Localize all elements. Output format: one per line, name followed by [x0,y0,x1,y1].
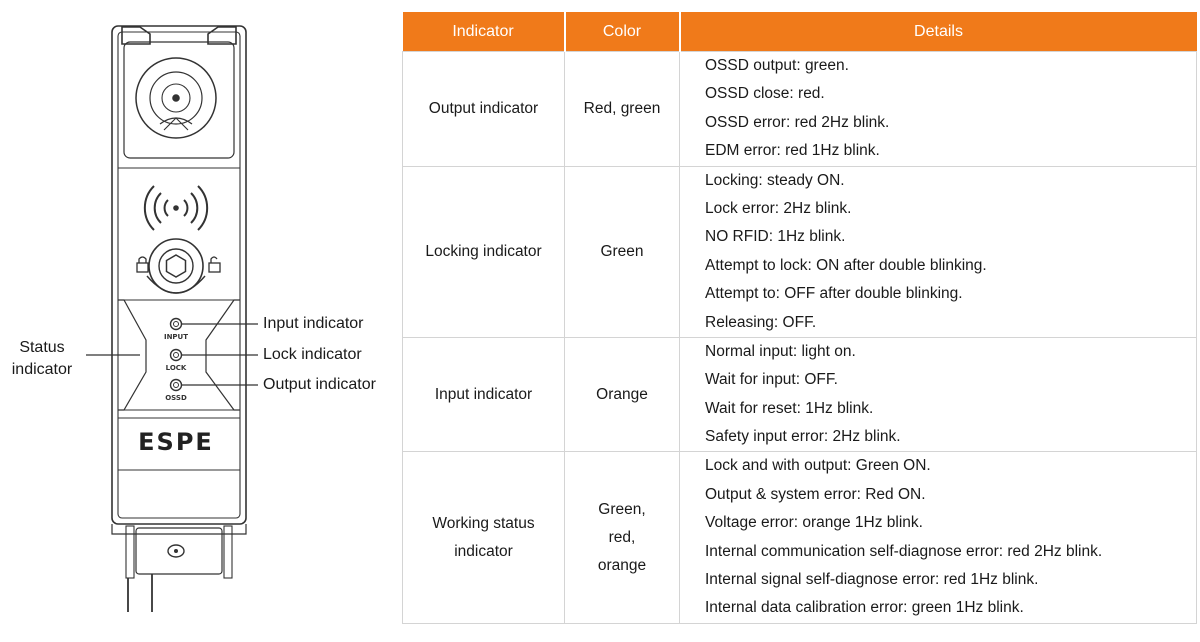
detail-line: Internal data calibration error: green 1Hz blink. [705,599,1024,617]
lock-indicator-callout: Lock indicator [263,346,362,363]
header-details: Details [680,12,1197,52]
detail-line: Releasing: OFF. [705,313,817,331]
indicator-name: Locking indicator [425,242,542,260]
color-cell [565,52,680,167]
indicator-cell [403,452,565,623]
detail-line: Output & system error: Red ON. [705,485,926,503]
color-cell [565,452,680,623]
detail-line: Attempt to lock: ON after double blinking. [705,256,987,274]
indicator-name: Input indicator [434,385,533,403]
detail-line: Attempt to: OFF after double blinking. [705,285,963,303]
detail-line: OSSD error: red 2Hz blink. [705,113,890,131]
indicator-name-line: Working status [432,514,535,532]
detail-line: OSSD output: green. [705,57,849,74]
indicator-color: Green [600,242,644,260]
status-callout-line2: indicator [11,361,73,378]
indicator-color-line: Green, [598,500,646,518]
table-row [403,166,1197,337]
detail-line: NO RFID: 1Hz blink. [705,228,846,246]
indicator-color: Red, green [583,99,661,117]
detail-line: Wait for input: OFF. [705,371,838,389]
detail-line: Normal input: light on. [705,342,856,360]
detail-line: EDM error: red 1Hz blink. [705,142,880,160]
color-cell [565,166,680,337]
header-color: Color [565,12,680,52]
detail-line: Internal signal self-diagnose error: red 1Hz blink. [705,571,1039,589]
indicator-cell [403,52,565,167]
detail-line: Voltage error: orange 1Hz blink. [705,514,923,532]
details-cell [680,52,1197,167]
indicator-cell [403,166,565,337]
detail-line: Lock and with output: Green ON. [705,457,931,475]
details-cell [680,337,1197,452]
indicator-spec-table [402,12,1197,624]
color-cell [565,337,680,452]
indicator-color-line: red, [608,528,636,546]
indicator-cell [403,337,565,452]
indicator-color-line: orange [597,556,647,574]
table-row [403,452,1197,623]
led-label-ossd: OSSD [165,394,187,402]
status-indicator-callout [0,337,84,381]
device-illustration [0,0,400,642]
table-header-row [403,12,1197,52]
detail-line: Internal communication self-diagnose error: red 2Hz blink. [705,542,1103,560]
led-label-input: INPUT [163,333,189,341]
status-callout-line1: Status [19,339,65,356]
device-brand-label: ESPE [138,428,214,456]
indicator-color: Orange [596,385,648,403]
indicator-name: Output indicator [428,99,539,117]
table-row [403,52,1197,167]
detail-line: Wait for reset: 1Hz blink. [705,399,874,417]
led-label-lock: LOCK [165,364,187,372]
output-indicator-callout: Output indicator [263,376,376,393]
details-cell [680,166,1197,337]
detail-line: OSSD close: red. [705,85,825,103]
detail-line: Locking: steady ON. [705,171,845,189]
indicator-name-line: indicator [454,542,513,560]
detail-line: Safety input error: 2Hz blink. [705,428,901,446]
table-row [403,337,1197,452]
detail-line: Lock error: 2Hz blink. [705,199,852,217]
input-indicator-callout: Input indicator [263,315,364,332]
details-cell [680,452,1197,623]
header-indicator: Indicator [403,12,565,52]
